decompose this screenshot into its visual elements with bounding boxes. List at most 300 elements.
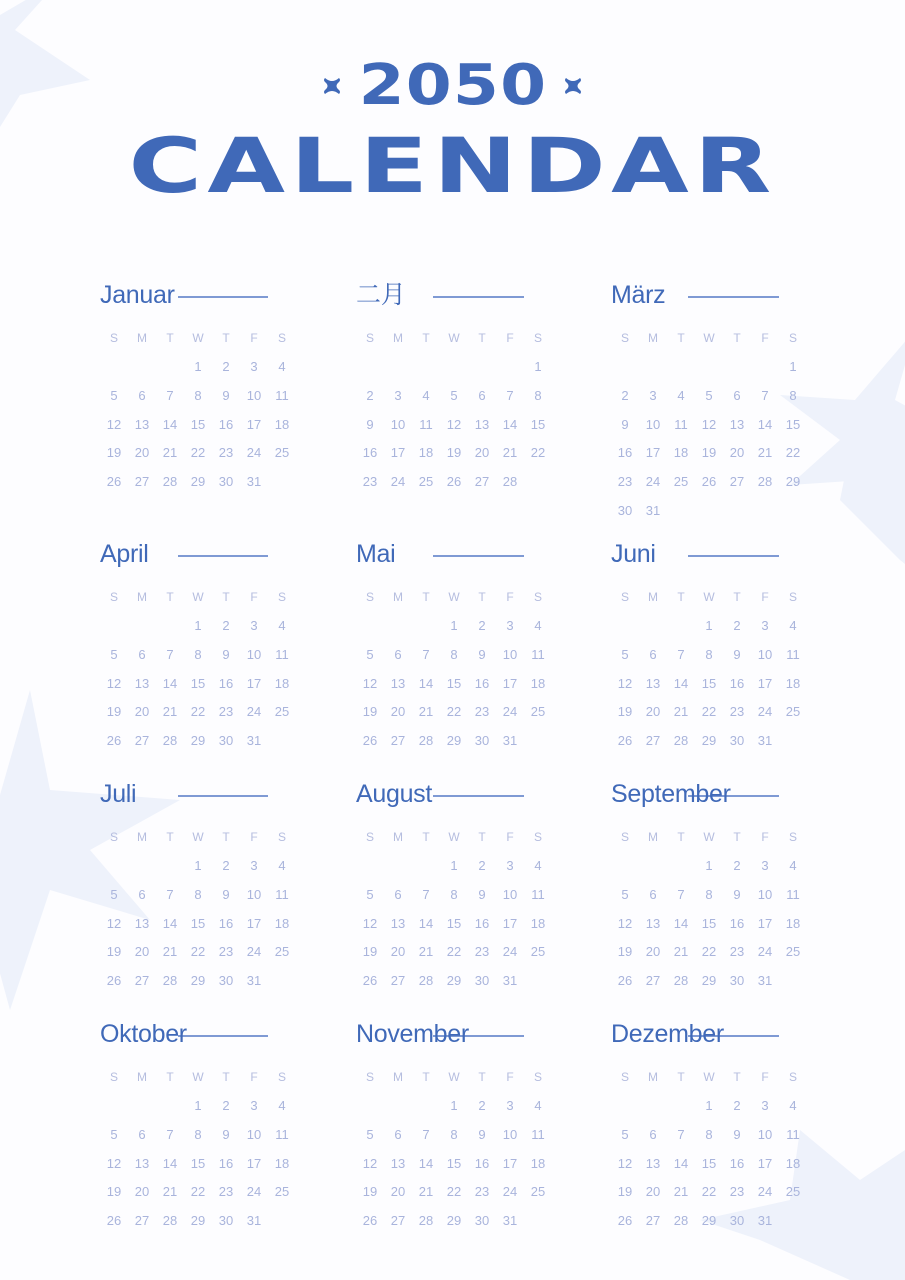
day-cell: 15 bbox=[190, 675, 206, 691]
day-cell: 26 bbox=[617, 973, 633, 989]
week-row bbox=[100, 618, 296, 633]
day-cell: 5 bbox=[621, 646, 629, 662]
week-row bbox=[356, 676, 552, 691]
day-cell: 25 bbox=[274, 445, 290, 461]
day-cell: 2 bbox=[478, 858, 486, 873]
day-cell bbox=[384, 359, 412, 374]
day-cell: 2 bbox=[733, 1098, 741, 1113]
day-cell: 18 bbox=[785, 915, 801, 931]
day-cell bbox=[667, 618, 695, 633]
weekday-label: W bbox=[448, 830, 460, 844]
day-cell: 30 bbox=[729, 733, 745, 749]
day-cell bbox=[412, 359, 440, 374]
day-cell: 14 bbox=[162, 1155, 178, 1171]
day-cell: 19 bbox=[362, 1184, 378, 1200]
weekday-label: T bbox=[677, 830, 685, 844]
day-cell: 6 bbox=[394, 886, 402, 902]
week-row bbox=[356, 944, 552, 959]
week-row bbox=[100, 1213, 296, 1228]
day-cell: 10 bbox=[246, 1126, 262, 1142]
day-cell bbox=[128, 858, 156, 873]
day-cell: 13 bbox=[390, 915, 406, 931]
weekday-label: W bbox=[192, 331, 204, 345]
day-cell: 29 bbox=[446, 973, 462, 989]
month-header bbox=[356, 779, 556, 813]
day-cell: 5 bbox=[621, 886, 629, 902]
week-row bbox=[100, 733, 296, 748]
day-cell: 26 bbox=[362, 973, 378, 989]
day-cell: 28 bbox=[162, 973, 178, 989]
day-cell: 25 bbox=[785, 1184, 801, 1200]
day-cell: 15 bbox=[446, 675, 462, 691]
weekday-label: T bbox=[222, 1070, 230, 1084]
month-name: Oktober bbox=[100, 1020, 187, 1048]
month-divider-line bbox=[688, 296, 779, 298]
day-cell: 7 bbox=[506, 387, 514, 403]
week-row bbox=[356, 1213, 552, 1228]
day-cell: 31 bbox=[645, 503, 661, 518]
day-cell: 10 bbox=[390, 416, 406, 432]
day-cell: 24 bbox=[502, 704, 518, 720]
day-cell: 19 bbox=[617, 1184, 633, 1200]
day-cell: 20 bbox=[390, 1184, 406, 1200]
day-cell: 7 bbox=[422, 886, 430, 902]
day-cell bbox=[723, 503, 751, 518]
weekday-label: T bbox=[166, 331, 174, 345]
day-cell: 17 bbox=[246, 416, 262, 432]
day-cell: 14 bbox=[502, 416, 518, 432]
day-cell: 20 bbox=[474, 445, 490, 461]
weekday-label: S bbox=[620, 1070, 629, 1084]
month-name: November bbox=[356, 1020, 469, 1048]
day-cell: 24 bbox=[757, 1184, 773, 1200]
day-cell: 11 bbox=[531, 886, 545, 902]
day-cell: 1 bbox=[194, 359, 202, 374]
day-cell: 6 bbox=[394, 1126, 402, 1142]
day-cell: 1 bbox=[789, 359, 797, 374]
day-cell: 25 bbox=[530, 704, 546, 720]
weekday-header-row bbox=[611, 1070, 807, 1084]
day-cell: 23 bbox=[218, 445, 234, 461]
day-cell bbox=[779, 973, 807, 988]
day-cell: 30 bbox=[218, 1213, 234, 1229]
day-cell: 9 bbox=[222, 1126, 230, 1142]
day-cell: 27 bbox=[134, 973, 150, 989]
day-cell: 20 bbox=[134, 445, 150, 461]
day-cell bbox=[268, 733, 296, 748]
day-cell: 4 bbox=[789, 618, 797, 633]
weekday-header-row bbox=[100, 331, 296, 345]
day-cell: 21 bbox=[162, 445, 178, 461]
weekday-label: T bbox=[422, 830, 430, 844]
month-divider-line bbox=[178, 296, 268, 298]
day-cell: 5 bbox=[110, 886, 118, 902]
day-cell: 24 bbox=[246, 704, 262, 720]
day-cell: 2 bbox=[733, 618, 741, 633]
weekday-label: S bbox=[109, 331, 118, 345]
week-row bbox=[611, 474, 807, 489]
day-cell: 25 bbox=[274, 704, 290, 720]
day-cell: 31 bbox=[246, 733, 262, 749]
day-cell: 4 bbox=[422, 387, 430, 403]
day-cell: 4 bbox=[278, 359, 286, 374]
day-cell: 8 bbox=[450, 886, 458, 902]
weekday-label: S bbox=[365, 331, 374, 345]
weekday-label: W bbox=[703, 1070, 715, 1084]
weekday-label: T bbox=[166, 1070, 174, 1084]
weekday-label: F bbox=[506, 830, 514, 844]
day-cell: 10 bbox=[246, 886, 262, 902]
week-row bbox=[100, 676, 296, 691]
day-cell: 2 bbox=[733, 858, 741, 873]
day-cell: 11 bbox=[275, 1126, 289, 1142]
weekday-label: W bbox=[448, 1070, 460, 1084]
weekday-label: S bbox=[788, 830, 797, 844]
weekday-label: M bbox=[137, 830, 147, 844]
day-cell: 5 bbox=[450, 387, 458, 403]
day-cell: 22 bbox=[446, 944, 462, 960]
day-cell: 28 bbox=[162, 1213, 178, 1229]
day-cell bbox=[667, 359, 695, 374]
weekday-label: T bbox=[222, 830, 230, 844]
day-cell: 22 bbox=[785, 445, 801, 461]
day-cell bbox=[779, 503, 807, 518]
day-cell: 25 bbox=[274, 1184, 290, 1200]
month-divider-line bbox=[178, 795, 268, 797]
day-cell: 9 bbox=[478, 646, 486, 662]
week-row bbox=[100, 1098, 296, 1113]
day-cell: 1 bbox=[194, 618, 202, 633]
weekday-label: W bbox=[703, 830, 715, 844]
weekday-label: S bbox=[533, 830, 542, 844]
week-row bbox=[356, 733, 552, 748]
day-cell: 9 bbox=[222, 646, 230, 662]
weekday-label: T bbox=[677, 590, 685, 604]
weekday-label: T bbox=[422, 331, 430, 345]
day-cell: 10 bbox=[757, 1126, 773, 1142]
day-cell bbox=[639, 1098, 667, 1113]
day-cell: 1 bbox=[194, 858, 202, 873]
day-cell: 16 bbox=[474, 915, 490, 931]
day-cell bbox=[156, 1098, 184, 1113]
month-name: März bbox=[611, 281, 666, 309]
day-cell: 26 bbox=[446, 474, 462, 490]
weekday-label: T bbox=[422, 1070, 430, 1084]
day-cell: 28 bbox=[418, 973, 434, 989]
day-cell: 2 bbox=[478, 1098, 486, 1113]
month-header bbox=[611, 779, 811, 813]
week-row bbox=[356, 973, 552, 988]
weekday-label: F bbox=[506, 590, 514, 604]
weekday-label: M bbox=[137, 1070, 147, 1084]
day-cell: 7 bbox=[166, 1126, 174, 1142]
day-cell: 22 bbox=[446, 704, 462, 720]
day-cell: 21 bbox=[673, 944, 689, 960]
day-cell: 23 bbox=[218, 1184, 234, 1200]
month-name: April bbox=[100, 540, 149, 568]
week-row bbox=[100, 1156, 296, 1171]
day-cell: 5 bbox=[110, 387, 118, 403]
day-cell: 14 bbox=[673, 675, 689, 691]
day-cell: 6 bbox=[138, 646, 146, 662]
day-cell: 2 bbox=[366, 387, 374, 403]
day-cell: 11 bbox=[786, 886, 800, 902]
month-12 bbox=[611, 1019, 811, 1259]
week-row bbox=[611, 1098, 807, 1113]
day-cell: 31 bbox=[757, 733, 773, 749]
day-cell: 14 bbox=[673, 1155, 689, 1171]
weekday-header-row bbox=[100, 1070, 296, 1084]
day-cell bbox=[639, 618, 667, 633]
day-cell: 3 bbox=[649, 387, 657, 403]
day-cell: 2 bbox=[222, 359, 230, 374]
day-cell: 13 bbox=[134, 675, 150, 691]
weekday-label: T bbox=[733, 590, 741, 604]
month-name: Juni bbox=[611, 540, 656, 568]
day-cell: 14 bbox=[418, 675, 434, 691]
day-cell: 18 bbox=[530, 915, 546, 931]
day-cell: 12 bbox=[446, 416, 462, 432]
day-cell: 30 bbox=[218, 474, 234, 490]
weekday-label: S bbox=[365, 830, 374, 844]
day-cell: 22 bbox=[446, 1184, 462, 1200]
weekday-label: W bbox=[448, 590, 460, 604]
week-row bbox=[611, 359, 807, 374]
day-cell: 4 bbox=[789, 1098, 797, 1113]
day-cell: 15 bbox=[190, 915, 206, 931]
day-cell: 9 bbox=[222, 387, 230, 403]
weekday-label: T bbox=[677, 331, 685, 345]
month-divider-line bbox=[433, 296, 524, 298]
week-row bbox=[100, 474, 296, 489]
day-cell: 2 bbox=[621, 387, 629, 403]
day-cell: 27 bbox=[645, 733, 661, 749]
day-cell: 5 bbox=[110, 646, 118, 662]
week-row bbox=[356, 445, 552, 460]
month-name: 二月 bbox=[356, 281, 406, 309]
day-cell: 24 bbox=[757, 704, 773, 720]
week-row bbox=[611, 618, 807, 633]
week-row bbox=[356, 916, 552, 931]
day-cell bbox=[639, 359, 667, 374]
week-row bbox=[100, 704, 296, 719]
day-cell: 15 bbox=[190, 416, 206, 432]
day-cell: 4 bbox=[534, 1098, 542, 1113]
day-cell: 27 bbox=[134, 1213, 150, 1229]
day-cell bbox=[611, 618, 639, 633]
day-cell: 17 bbox=[390, 445, 406, 461]
page-title: CALENDAR bbox=[128, 121, 777, 210]
week-row bbox=[100, 858, 296, 873]
day-cell: 6 bbox=[478, 387, 486, 403]
day-cell: 21 bbox=[162, 704, 178, 720]
weekday-label: F bbox=[761, 830, 769, 844]
day-cell: 9 bbox=[222, 886, 230, 902]
month-name: Mai bbox=[356, 540, 396, 568]
weekday-label: S bbox=[109, 590, 118, 604]
month-11 bbox=[356, 1019, 556, 1259]
day-cell: 11 bbox=[275, 646, 289, 662]
day-cell: 15 bbox=[701, 1155, 717, 1171]
day-cell bbox=[524, 973, 552, 988]
day-cell: 31 bbox=[502, 1213, 518, 1229]
day-cell: 4 bbox=[789, 858, 797, 873]
day-cell: 14 bbox=[162, 915, 178, 931]
day-cell: 16 bbox=[729, 1155, 745, 1171]
day-cell: 21 bbox=[162, 1184, 178, 1200]
day-cell bbox=[100, 618, 128, 633]
day-cell: 17 bbox=[757, 675, 773, 691]
day-cell: 12 bbox=[617, 1155, 633, 1171]
day-cell: 17 bbox=[645, 445, 661, 461]
day-cell bbox=[524, 733, 552, 748]
day-cell: 7 bbox=[166, 387, 174, 403]
day-cell: 7 bbox=[422, 646, 430, 662]
day-cell: 11 bbox=[275, 387, 289, 403]
day-cell: 7 bbox=[677, 1126, 685, 1142]
day-cell bbox=[356, 858, 384, 873]
weekday-label: S bbox=[277, 331, 286, 345]
month-5 bbox=[356, 539, 556, 779]
day-cell: 21 bbox=[162, 944, 178, 960]
weekday-label: S bbox=[365, 590, 374, 604]
day-cell: 8 bbox=[534, 387, 542, 403]
day-cell: 18 bbox=[274, 675, 290, 691]
day-cell: 10 bbox=[757, 886, 773, 902]
day-cell bbox=[468, 359, 496, 374]
day-cell: 26 bbox=[617, 1213, 633, 1229]
day-cell: 26 bbox=[362, 1213, 378, 1229]
day-cell: 19 bbox=[106, 944, 122, 960]
week-row bbox=[100, 359, 296, 374]
day-cell: 24 bbox=[246, 1184, 262, 1200]
day-cell: 21 bbox=[673, 704, 689, 720]
day-cell: 1 bbox=[194, 1098, 202, 1113]
month-name: Juli bbox=[100, 780, 137, 808]
month-divider-line bbox=[178, 555, 268, 557]
week-row bbox=[611, 973, 807, 988]
week-row bbox=[100, 388, 296, 403]
day-cell: 11 bbox=[786, 1126, 800, 1142]
day-cell: 5 bbox=[621, 1126, 629, 1142]
day-cell: 28 bbox=[418, 733, 434, 749]
day-cell: 3 bbox=[761, 618, 769, 633]
day-cell: 13 bbox=[474, 416, 490, 432]
day-cell: 19 bbox=[617, 944, 633, 960]
day-cell: 31 bbox=[246, 474, 262, 490]
day-cell bbox=[156, 858, 184, 873]
day-cell: 29 bbox=[190, 733, 206, 749]
week-row bbox=[611, 916, 807, 931]
day-cell: 19 bbox=[617, 704, 633, 720]
day-cell: 31 bbox=[502, 733, 518, 749]
weekday-label: T bbox=[478, 590, 486, 604]
day-cell: 13 bbox=[645, 1155, 661, 1171]
day-cell: 30 bbox=[474, 733, 490, 749]
day-cell: 12 bbox=[362, 1155, 378, 1171]
day-cell: 14 bbox=[418, 915, 434, 931]
day-cell: 31 bbox=[757, 1213, 773, 1229]
day-cell: 24 bbox=[645, 474, 661, 490]
day-cell: 3 bbox=[250, 359, 258, 374]
day-cell: 24 bbox=[757, 944, 773, 960]
day-cell: 6 bbox=[733, 387, 741, 403]
month-header bbox=[100, 539, 300, 573]
day-cell: 27 bbox=[390, 1213, 406, 1229]
weekday-label: T bbox=[222, 590, 230, 604]
day-cell: 23 bbox=[474, 1184, 490, 1200]
day-cell: 8 bbox=[705, 646, 713, 662]
day-cell: 1 bbox=[705, 618, 713, 633]
day-cell: 12 bbox=[362, 675, 378, 691]
day-cell: 6 bbox=[649, 646, 657, 662]
day-cell: 5 bbox=[110, 1126, 118, 1142]
day-cell: 14 bbox=[418, 1155, 434, 1171]
day-cell: 22 bbox=[190, 704, 206, 720]
day-cell: 6 bbox=[138, 387, 146, 403]
weekday-label: T bbox=[422, 590, 430, 604]
day-cell: 23 bbox=[729, 1184, 745, 1200]
day-cell: 8 bbox=[194, 646, 202, 662]
day-cell: 14 bbox=[757, 416, 773, 432]
weekday-header-row bbox=[356, 331, 552, 345]
month-9 bbox=[611, 779, 811, 1019]
day-cell: 17 bbox=[757, 1155, 773, 1171]
weekday-header-row bbox=[356, 830, 552, 844]
day-cell bbox=[412, 618, 440, 633]
week-row bbox=[611, 887, 807, 902]
day-cell: 6 bbox=[138, 1126, 146, 1142]
day-cell: 11 bbox=[275, 886, 289, 902]
day-cell: 31 bbox=[246, 1213, 262, 1229]
day-cell: 28 bbox=[502, 474, 518, 490]
day-cell: 13 bbox=[645, 675, 661, 691]
day-cell: 17 bbox=[502, 675, 518, 691]
weekday-label: F bbox=[250, 830, 258, 844]
day-cell bbox=[524, 1213, 552, 1228]
day-cell: 20 bbox=[134, 704, 150, 720]
day-cell: 8 bbox=[789, 387, 797, 403]
day-cell: 16 bbox=[617, 445, 633, 461]
day-cell bbox=[751, 359, 779, 374]
week-row bbox=[611, 417, 807, 432]
day-cell: 13 bbox=[134, 416, 150, 432]
day-cell: 18 bbox=[418, 445, 434, 461]
day-cell: 30 bbox=[617, 503, 633, 518]
weekday-label: S bbox=[109, 1070, 118, 1084]
day-cell: 27 bbox=[474, 474, 490, 490]
day-cell: 18 bbox=[785, 1155, 801, 1171]
week-row bbox=[100, 973, 296, 988]
day-cell: 18 bbox=[274, 915, 290, 931]
day-cell bbox=[156, 359, 184, 374]
day-cell: 21 bbox=[757, 445, 773, 461]
day-cell: 29 bbox=[701, 1213, 717, 1229]
weekday-label: S bbox=[533, 331, 542, 345]
month-header bbox=[611, 280, 811, 314]
day-cell: 28 bbox=[673, 733, 689, 749]
day-cell: 16 bbox=[474, 1155, 490, 1171]
day-cell: 11 bbox=[419, 416, 433, 432]
week-row bbox=[356, 618, 552, 633]
day-cell bbox=[384, 1098, 412, 1113]
day-cell: 22 bbox=[190, 1184, 206, 1200]
day-cell: 23 bbox=[729, 704, 745, 720]
day-cell: 30 bbox=[218, 733, 234, 749]
day-cell bbox=[128, 359, 156, 374]
month-divider-line bbox=[433, 795, 524, 797]
day-cell bbox=[695, 503, 723, 518]
